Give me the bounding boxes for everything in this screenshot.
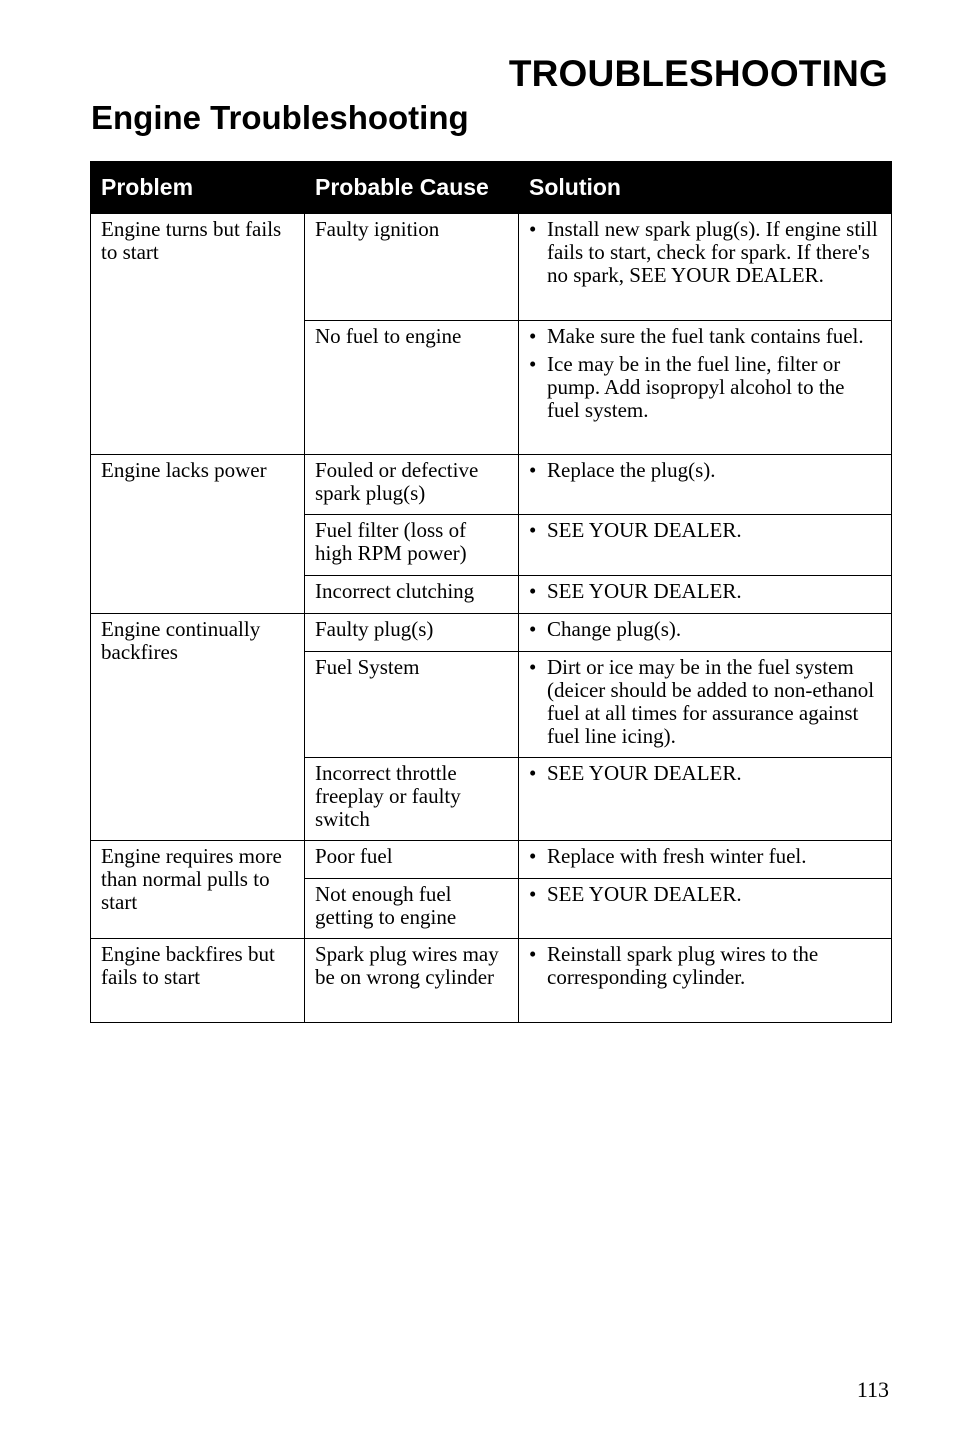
solution-item: • Replace with fresh winter fuel.: [529, 845, 881, 868]
solution-cell: [519, 879, 892, 939]
solution-item: • Replace the plug(s).: [529, 459, 881, 482]
table-row: [91, 841, 892, 879]
solution-item: • SEE YOUR DEALER.: [529, 762, 881, 785]
solution-item: • SEE YOUR DEALER.: [529, 883, 881, 906]
solution-item: • Make sure the fuel tank contains fuel.: [529, 325, 881, 348]
cause-cell: Fuel System: [305, 652, 519, 758]
solution-cell: [519, 455, 892, 515]
cause-cell: Spark plug wires may be on wrong cylinder: [305, 939, 519, 1023]
solution-cell: [519, 614, 892, 652]
problem-cell: Engine lacks power: [91, 455, 305, 614]
problem-cell: Engine backfires but fails to start: [91, 939, 305, 1023]
problem-cell: Engine continually backfires: [91, 614, 305, 841]
table-header-row: [91, 162, 892, 214]
solution-cell: [519, 841, 892, 879]
solution-cell: [519, 515, 892, 576]
solution-item: • Install new spark plug(s). If engine still fails to start, check for spark. If there's no spark, SEE YOUR DEALER.: [529, 218, 881, 287]
header-probable-cause: Probable Cause: [305, 162, 519, 214]
solution-item: • SEE YOUR DEALER.: [529, 519, 881, 542]
solution-cell: [519, 652, 892, 758]
solution-cell: [519, 214, 892, 321]
cause-cell: Poor fuel: [305, 841, 519, 879]
cause-cell: Fuel filter (loss of high RPM power): [305, 515, 519, 576]
solution-cell: [519, 758, 892, 841]
cause-cell: Faulty plug(s): [305, 614, 519, 652]
table-row: [91, 614, 892, 652]
section-title: Engine Troubleshooting: [91, 99, 469, 136]
solution-item: • Dirt or ice may be in the fuel system (deicer should be added to non-ethanol fuel at all times for assurance against fuel line icing).: [529, 656, 881, 748]
solution-cell: [519, 321, 892, 455]
cause-cell: Incorrect clutching: [305, 576, 519, 614]
table-row: [91, 455, 892, 515]
problem-cell: Engine requires more than normal pulls to start: [91, 841, 305, 939]
solution-cell: [519, 576, 892, 614]
cause-cell: No fuel to engine: [305, 321, 519, 455]
solution-item: • Reinstall spark plug wires to the corresponding cylinder.: [529, 943, 881, 989]
cause-cell: Fouled or defective spark plug(s): [305, 455, 519, 515]
problem-cell: Engine turns but fails to start: [91, 214, 305, 455]
table-row: [91, 214, 892, 321]
page-number: 113: [856, 1377, 889, 1402]
header-problem: Problem: [91, 162, 305, 214]
cause-cell: Incorrect throttle freeplay or faulty switch: [305, 758, 519, 841]
solution-cell: [519, 939, 892, 1023]
header-solution: Solution: [519, 162, 892, 214]
solution-item: • SEE YOUR DEALER.: [529, 580, 881, 603]
solution-item: • Ice may be in the fuel line, filter or pump. Add isopropyl alcohol to the fuel system.: [529, 353, 881, 422]
cause-cell: Faulty ignition: [305, 214, 519, 321]
troubleshooting-table: [90, 161, 892, 1023]
table-row: [91, 939, 892, 1023]
solution-item: • Change plug(s).: [529, 618, 881, 641]
chapter-title: TROUBLESHOOTING: [508, 53, 888, 94]
cause-cell: Not enough fuel getting to engine: [305, 879, 519, 939]
